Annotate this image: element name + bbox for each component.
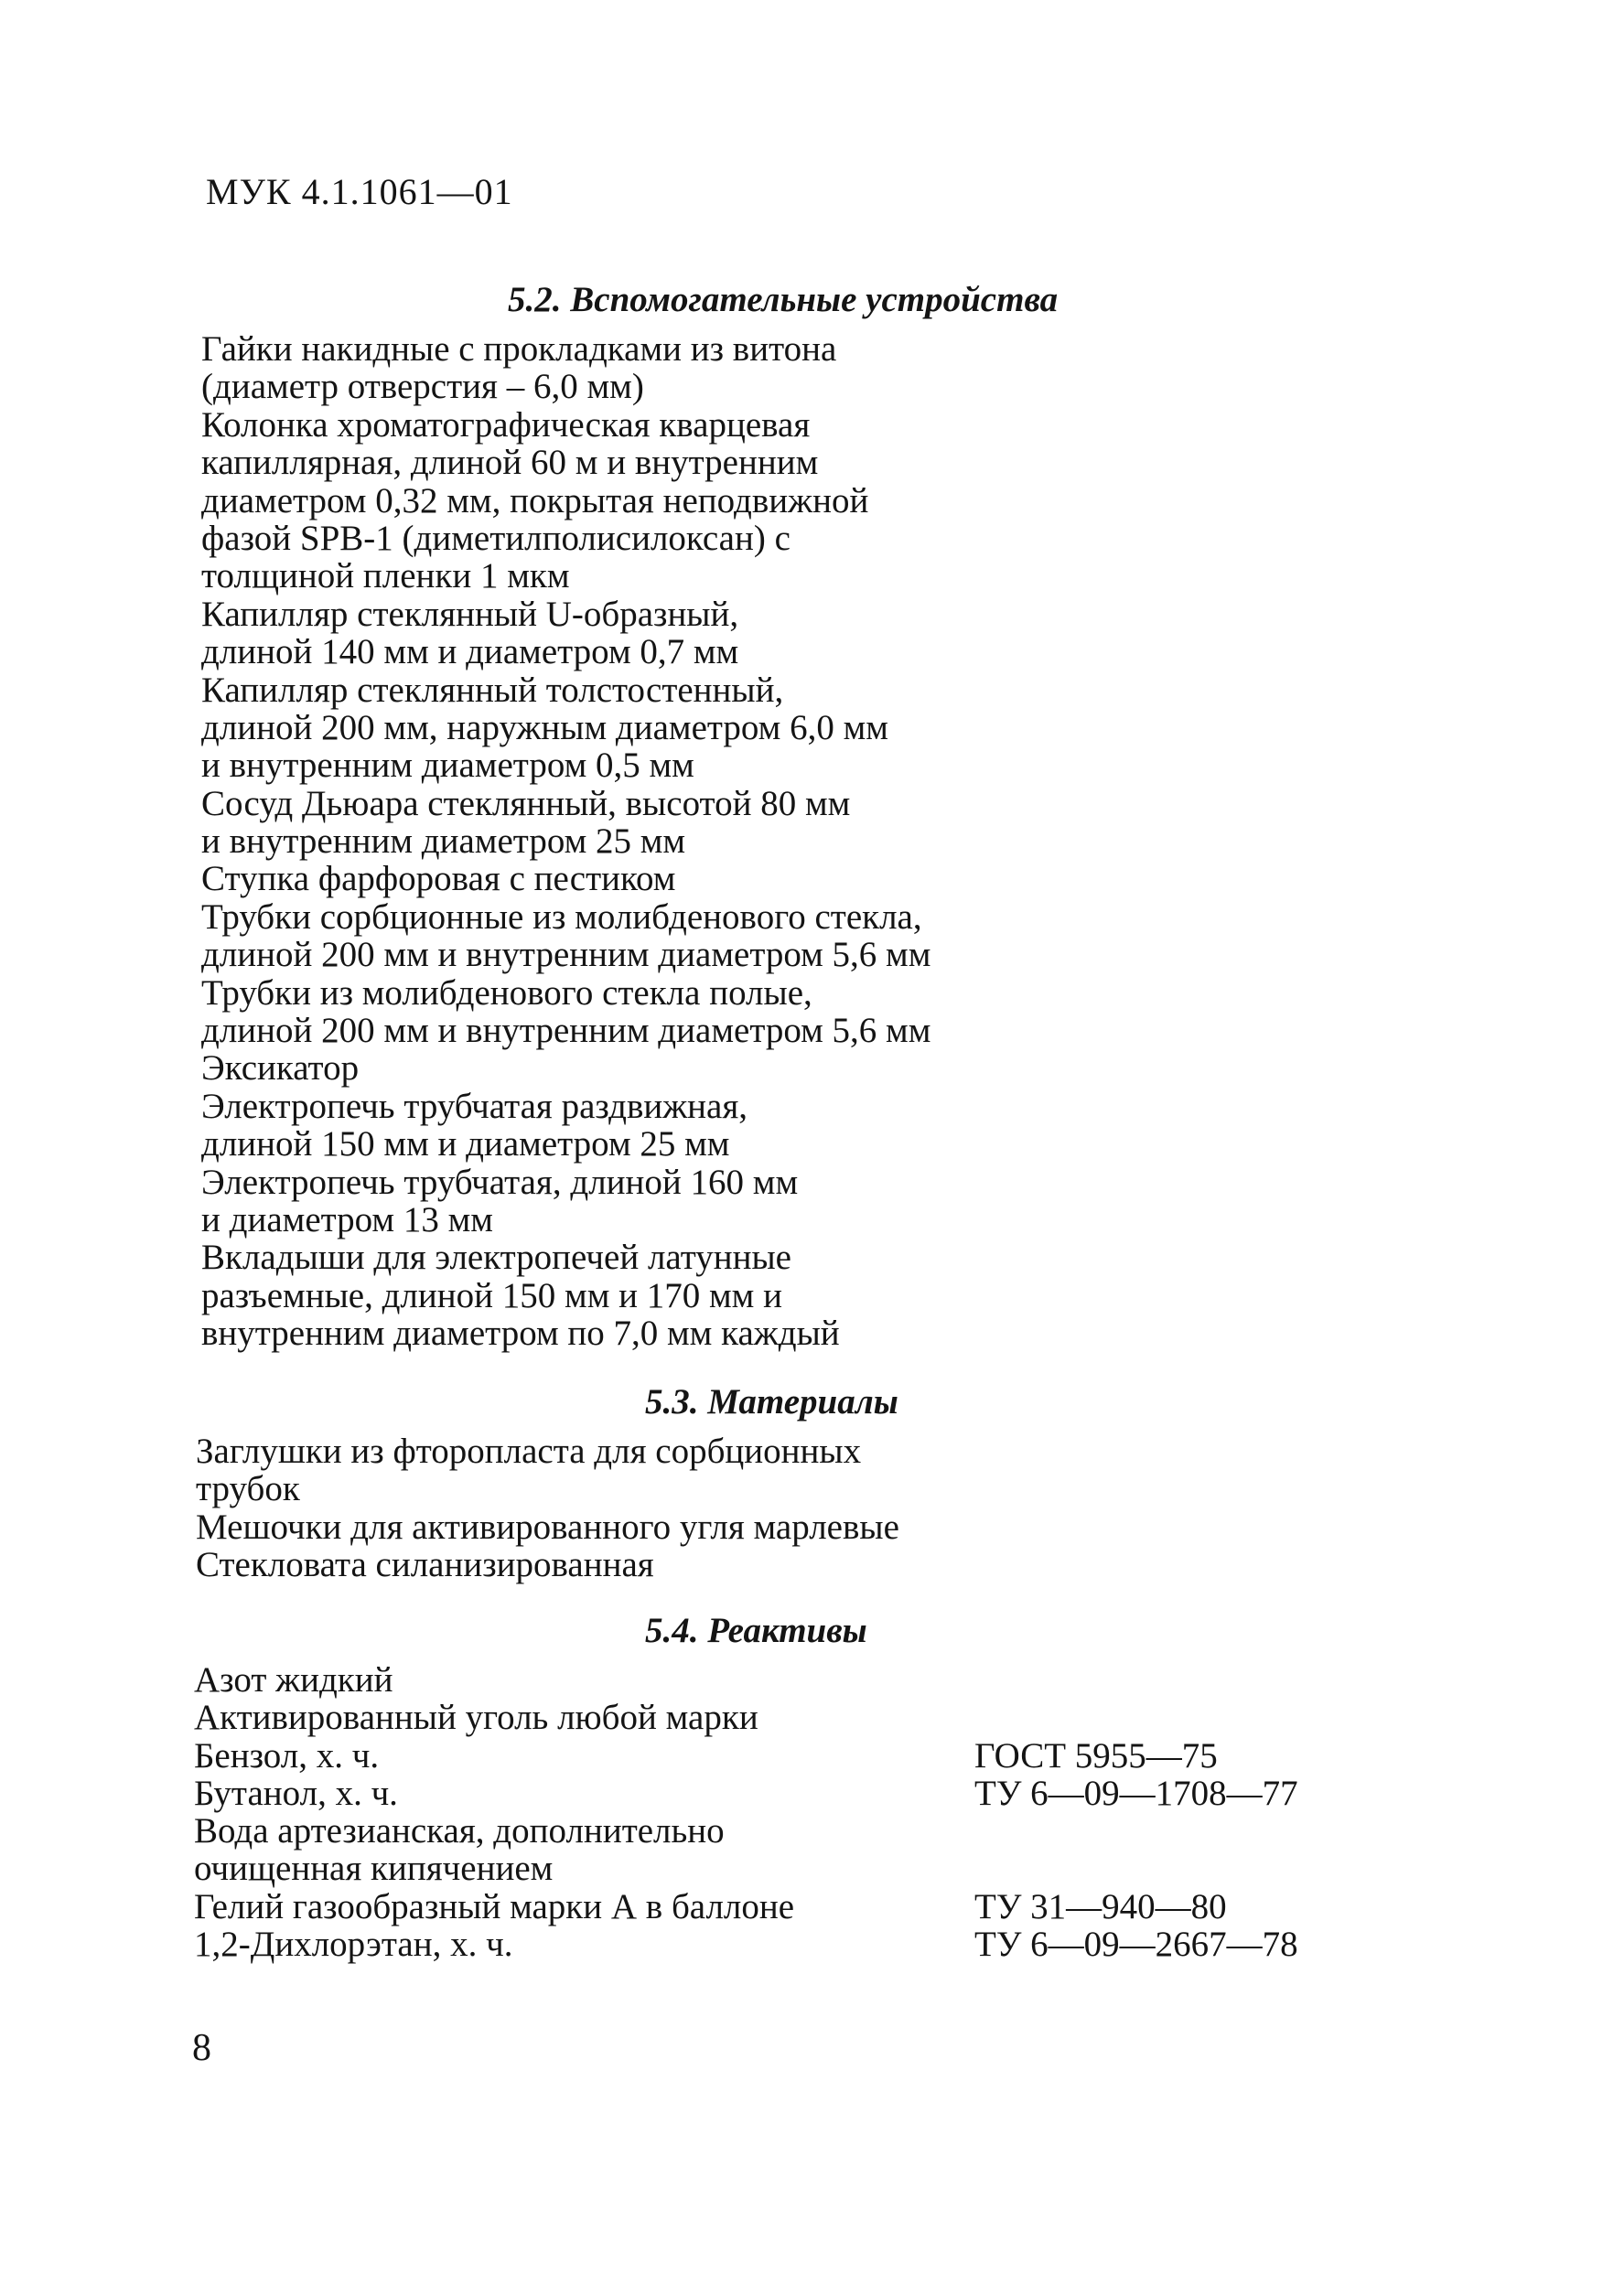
reagent-name: Бензол, х. ч. — [194, 1735, 380, 1776]
list-item: Вкладыши для электропечей латунные — [201, 1238, 791, 1278]
list-item: Трубки сорбционные из молибденового стекла, — [201, 896, 922, 937]
list-item: (диаметр отверстия – 6,0 мм) — [201, 367, 644, 407]
materials-list — [196, 1432, 899, 1584]
reagent-name: 1,2-Дихлорэтан, х. ч. — [194, 1925, 513, 1965]
list-item: длиной 200 мм, наружным диаметром 6,0 мм — [201, 707, 888, 747]
list-item: Электропечь трубчатая, длиной 160 мм — [201, 1162, 799, 1202]
section-heading-materials: 5.3. Материалы — [645, 1382, 898, 1422]
table-row — [194, 1850, 1383, 1887]
table-row — [194, 1775, 1383, 1812]
table-row — [194, 1661, 1383, 1699]
reagent-name: Активированный уголь любой марки — [194, 1698, 758, 1738]
list-item: Гайки накидные с прокладками из витона — [201, 329, 837, 369]
table-row — [194, 1699, 1383, 1736]
section-heading-auxiliary-devices: 5.2. Вспомогательные устройства — [508, 280, 1059, 319]
reagent-name: Гелий газообразный марки А в баллоне — [194, 1886, 795, 1926]
list-item: Колонка хроматографическая кварцевая — [201, 404, 811, 445]
list-item: внутренним диаметром по 7,0 мм каждый — [201, 1314, 840, 1354]
table-row — [194, 1812, 1383, 1850]
list-item: и диаметром 13 мм — [201, 1199, 493, 1239]
reagent-standard: ТУ 6—09—2667—78 — [974, 1925, 1298, 1965]
section-heading-reagents: 5.4. Реактивы — [645, 1611, 867, 1650]
list-item: толщиной пленки 1 мкм — [201, 556, 570, 596]
reagent-standard: ТУ 31—940—80 — [974, 1886, 1227, 1926]
table-row — [194, 1737, 1383, 1775]
list-item: и внутренним диаметром 25 мм — [201, 821, 686, 862]
list-item: Стекловата силанизированная — [196, 1545, 654, 1585]
list-item: длиной 150 мм и диаметром 25 мм — [201, 1124, 730, 1164]
reagent-name: очищенная кипячением — [194, 1849, 554, 1889]
reagent-name: Бутанол, х. ч. — [194, 1773, 398, 1813]
list-item: Капилляр стеклянный U-образный, — [201, 594, 739, 634]
list-item: Сосуд Дьюара стеклянный, высотой 80 мм — [201, 783, 851, 823]
list-item: длиной 140 мм и диаметром 0,7 мм — [201, 632, 739, 672]
list-item: длиной 200 мм и внутренним диаметром 5,6 мм — [201, 1011, 931, 1051]
list-item: Мешочки для активированного угля марлевые — [196, 1507, 899, 1547]
list-item: капиллярная, длиной 60 м и внутренним — [201, 443, 819, 483]
reagent-name: Азот жидкий — [194, 1660, 393, 1700]
list-item: фазой SPB-1 (диметилполисилоксан) с — [201, 518, 790, 558]
table-row — [194, 1926, 1383, 1963]
reagent-standard: ГОСТ 5955—75 — [974, 1735, 1218, 1776]
list-item: длиной 200 мм и внутренним диаметром 5,6 мм — [201, 935, 931, 975]
auxiliary-devices-list — [201, 330, 930, 1353]
list-item: Заглушки из фторопласта для сорбционных — [196, 1432, 862, 1471]
table-row — [194, 1888, 1383, 1926]
reagent-name: Вода артезианская, дополнительно — [194, 1811, 725, 1851]
page-number: 8 — [192, 2027, 211, 2069]
list-item: Эксикатор — [201, 1048, 360, 1089]
list-item: трубок — [196, 1469, 300, 1509]
document-code: МУК 4.1.1061—01 — [206, 171, 513, 212]
list-item: Ступка фарфоровая с пестиком — [201, 859, 676, 899]
reagent-standard: ТУ 6—09—1708—77 — [974, 1773, 1298, 1813]
list-item: диаметром 0,32 мм, покрытая неподвижной — [201, 480, 869, 520]
list-item: Электропечь трубчатая раздвижная, — [201, 1086, 748, 1126]
list-item: и внутренним диаметром 0,5 мм — [201, 746, 694, 786]
reagents-table — [194, 1661, 1383, 1963]
list-item: разъемные, длиной 150 мм и 170 мм и — [201, 1275, 782, 1315]
list-item: Трубки из молибденового стекла полые, — [201, 972, 812, 1013]
list-item: Капилляр стеклянный толстостенный, — [201, 670, 784, 710]
